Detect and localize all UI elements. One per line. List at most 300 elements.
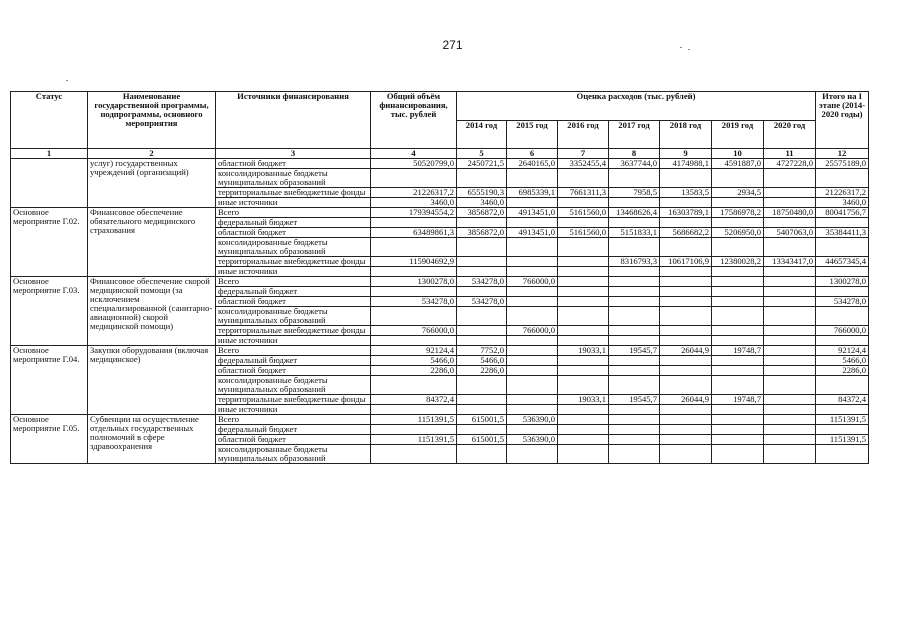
value-cell: 1300278,0 xyxy=(371,277,457,287)
value-cell xyxy=(764,445,816,464)
value-cell xyxy=(558,198,609,208)
value-cell: 50520799,0 xyxy=(371,159,457,169)
header-status: Статус xyxy=(11,92,88,149)
source-cell: областной бюджет xyxy=(216,366,371,376)
value-cell xyxy=(712,445,764,464)
value-cell xyxy=(764,238,816,257)
value-cell xyxy=(609,307,660,326)
value-cell xyxy=(558,336,609,346)
value-cell xyxy=(712,238,764,257)
value-cell xyxy=(507,366,558,376)
value-cell: 19033,1 xyxy=(558,346,609,356)
value-cell: 5151833,1 xyxy=(609,228,660,238)
value-cell: 16303789,1 xyxy=(660,208,712,218)
source-cell: консолидированные бюджеты муниципальных образований xyxy=(216,445,371,464)
value-cell: 6555190,3 xyxy=(457,188,507,198)
value-cell xyxy=(764,366,816,376)
source-cell: областной бюджет xyxy=(216,228,371,238)
source-cell: консолидированные бюджеты муниципальных образований xyxy=(216,307,371,326)
value-cell xyxy=(660,445,712,464)
table-body xyxy=(11,159,869,464)
value-cell: 5466,0 xyxy=(371,356,457,366)
value-cell: 13343417,0 xyxy=(764,257,816,267)
value-cell xyxy=(660,356,712,366)
value-cell xyxy=(558,287,609,297)
value-cell xyxy=(764,287,816,297)
value-cell: 10617106,9 xyxy=(660,257,712,267)
value-cell: 3856872,0 xyxy=(457,208,507,218)
value-cell xyxy=(507,405,558,415)
value-cell: 2286,0 xyxy=(457,366,507,376)
value-cell xyxy=(609,326,660,336)
value-cell: 13583,5 xyxy=(660,188,712,198)
value-cell: 4727228,0 xyxy=(764,159,816,169)
source-cell: территориальные внебюджетные фонды xyxy=(216,257,371,267)
table-row xyxy=(11,277,869,287)
value-cell xyxy=(558,277,609,287)
value-cell xyxy=(457,445,507,464)
name-cell: Закупки оборудования (включая медицинское) xyxy=(88,346,216,415)
value-cell xyxy=(816,405,869,415)
value-cell: 92124,4 xyxy=(816,346,869,356)
value-cell xyxy=(712,405,764,415)
value-cell: 44657345,4 xyxy=(816,257,869,267)
value-cell xyxy=(609,198,660,208)
value-cell: 26044,9 xyxy=(660,346,712,356)
status-cell: Основное мероприятие Г.02. xyxy=(11,208,88,277)
value-cell xyxy=(712,169,764,188)
value-cell xyxy=(712,297,764,307)
value-cell xyxy=(371,307,457,326)
value-cell xyxy=(507,356,558,366)
value-cell: 5161560,0 xyxy=(558,208,609,218)
value-cell xyxy=(507,346,558,356)
source-cell: консолидированные бюджеты муниципальных образований xyxy=(216,169,371,188)
value-cell: 2286,0 xyxy=(816,366,869,376)
value-cell xyxy=(764,376,816,395)
value-cell xyxy=(764,336,816,346)
value-cell: 766000,0 xyxy=(507,326,558,336)
value-cell: 13468626,4 xyxy=(609,208,660,218)
value-cell xyxy=(764,356,816,366)
value-cell xyxy=(816,169,869,188)
status-cell: Основное мероприятие Г.03. xyxy=(11,277,88,346)
value-cell xyxy=(764,188,816,198)
value-cell xyxy=(764,346,816,356)
value-cell xyxy=(660,336,712,346)
value-cell: 5686682,2 xyxy=(660,228,712,238)
header-estimate: Оценка расходов (тыс. рублей) xyxy=(457,92,816,121)
value-cell: 84372,4 xyxy=(816,395,869,405)
value-cell xyxy=(609,415,660,425)
value-cell xyxy=(507,267,558,277)
header-year: 2014 год xyxy=(457,120,507,149)
source-cell: областной бюджет xyxy=(216,159,371,169)
column-number: 6 xyxy=(507,149,558,159)
value-cell xyxy=(371,238,457,257)
value-cell: 12380028,2 xyxy=(712,257,764,267)
value-cell xyxy=(764,297,816,307)
value-cell: 80041756,7 xyxy=(816,208,869,218)
page-number: 271 xyxy=(442,38,463,52)
value-cell: 534278,0 xyxy=(371,297,457,307)
header-itogo: Итого на I этапе (2014-2020 годы) xyxy=(816,92,869,149)
value-cell: 1151391,5 xyxy=(371,415,457,425)
value-cell xyxy=(507,376,558,395)
value-cell: 3856872,0 xyxy=(457,228,507,238)
value-cell xyxy=(660,435,712,445)
value-cell: 6985339,1 xyxy=(507,188,558,198)
value-cell: 536390,0 xyxy=(507,415,558,425)
value-cell xyxy=(457,307,507,326)
value-cell xyxy=(764,405,816,415)
column-number: 2 xyxy=(88,149,216,159)
column-number: 1 xyxy=(11,149,88,159)
value-cell xyxy=(712,415,764,425)
value-cell xyxy=(558,238,609,257)
value-cell xyxy=(660,307,712,326)
value-cell: 1151391,5 xyxy=(816,435,869,445)
source-cell: областной бюджет xyxy=(216,435,371,445)
value-cell: 1151391,5 xyxy=(816,415,869,425)
value-cell xyxy=(609,218,660,228)
value-cell: 8316793,3 xyxy=(609,257,660,267)
value-cell xyxy=(371,405,457,415)
column-number: 10 xyxy=(712,149,764,159)
value-cell xyxy=(507,297,558,307)
value-cell xyxy=(660,277,712,287)
value-cell xyxy=(558,405,609,415)
value-cell xyxy=(609,267,660,277)
value-cell: 4591887,0 xyxy=(712,159,764,169)
value-cell xyxy=(507,287,558,297)
value-cell xyxy=(764,307,816,326)
value-cell xyxy=(660,425,712,435)
name-cell: Финансовое обеспечение обязательного медицинского страхования xyxy=(88,208,216,277)
source-cell: иные источники xyxy=(216,405,371,415)
value-cell xyxy=(558,425,609,435)
column-number: 4 xyxy=(371,149,457,159)
value-cell xyxy=(457,257,507,267)
value-cell xyxy=(660,287,712,297)
source-cell: областной бюджет xyxy=(216,297,371,307)
value-cell xyxy=(764,415,816,425)
value-cell xyxy=(457,336,507,346)
column-number: 8 xyxy=(609,149,660,159)
value-cell xyxy=(816,238,869,257)
value-cell: 5206950,0 xyxy=(712,228,764,238)
value-cell: 7958,5 xyxy=(609,188,660,198)
source-cell: федеральный бюджет xyxy=(216,356,371,366)
value-cell: 19545,7 xyxy=(609,395,660,405)
source-cell: территориальные внебюджетные фонды xyxy=(216,326,371,336)
value-cell: 1151391,5 xyxy=(371,435,457,445)
value-cell xyxy=(660,405,712,415)
value-cell xyxy=(457,405,507,415)
value-cell xyxy=(507,169,558,188)
value-cell xyxy=(507,445,558,464)
value-cell xyxy=(371,336,457,346)
value-cell xyxy=(558,366,609,376)
value-cell: 534278,0 xyxy=(457,277,507,287)
value-cell xyxy=(660,238,712,257)
source-cell: Всего xyxy=(216,277,371,287)
value-cell: 19545,7 xyxy=(609,346,660,356)
column-number: 7 xyxy=(558,149,609,159)
value-cell xyxy=(764,326,816,336)
value-cell: 766000,0 xyxy=(816,326,869,336)
value-cell xyxy=(660,218,712,228)
source-cell: федеральный бюджет xyxy=(216,218,371,228)
value-cell: 26044,9 xyxy=(660,395,712,405)
value-cell: 7661311,3 xyxy=(558,188,609,198)
value-cell: 3352455,4 xyxy=(558,159,609,169)
value-cell xyxy=(816,307,869,326)
value-cell xyxy=(712,356,764,366)
value-cell xyxy=(712,218,764,228)
header-year: 2015 год xyxy=(507,120,558,149)
value-cell xyxy=(558,326,609,336)
source-cell: иные источники xyxy=(216,336,371,346)
value-cell: 766000,0 xyxy=(371,326,457,336)
value-cell xyxy=(558,376,609,395)
value-cell xyxy=(371,376,457,395)
value-cell xyxy=(457,218,507,228)
value-cell: 615001,5 xyxy=(457,415,507,425)
value-cell xyxy=(609,435,660,445)
value-cell xyxy=(558,415,609,425)
value-cell: 3637744,0 xyxy=(609,159,660,169)
value-cell xyxy=(764,267,816,277)
name-cell: Финансовое обеспечение скорой медицинской помощи (за исключением специализированной (санитарно-авиационной) скорой медицинской помощи) xyxy=(88,277,216,346)
value-cell xyxy=(712,198,764,208)
value-cell xyxy=(816,267,869,277)
name-cell: Субвенции на осуществление отдельных государственных полномочий в сфере здравоохранения xyxy=(88,415,216,464)
value-cell xyxy=(816,425,869,435)
value-cell: 115904692,9 xyxy=(371,257,457,267)
header-year: 2017 год xyxy=(609,120,660,149)
table-row xyxy=(11,159,869,169)
value-cell: 766000,0 xyxy=(507,277,558,287)
column-number-row xyxy=(11,149,869,159)
value-cell xyxy=(558,267,609,277)
value-cell xyxy=(371,169,457,188)
value-cell: 5407063,0 xyxy=(764,228,816,238)
table-row xyxy=(11,415,869,425)
status-cell: Основное мероприятие Г.05. xyxy=(11,415,88,464)
value-cell xyxy=(558,257,609,267)
column-number: 11 xyxy=(764,149,816,159)
value-cell: 534278,0 xyxy=(816,297,869,307)
scan-speck xyxy=(680,47,682,48)
value-cell xyxy=(507,238,558,257)
value-cell xyxy=(507,395,558,405)
value-cell: 4913451,0 xyxy=(507,228,558,238)
header-year: 2019 год xyxy=(712,120,764,149)
value-cell xyxy=(764,425,816,435)
value-cell xyxy=(609,425,660,435)
name-cell: услуг) государственных учреждений (организаций) xyxy=(88,159,216,208)
column-number: 5 xyxy=(457,149,507,159)
value-cell xyxy=(660,326,712,336)
value-cell xyxy=(764,395,816,405)
value-cell: 21226317,2 xyxy=(371,188,457,198)
value-cell xyxy=(660,376,712,395)
value-cell xyxy=(660,198,712,208)
header-year: 2016 год xyxy=(558,120,609,149)
value-cell xyxy=(558,356,609,366)
value-cell: 18750480,0 xyxy=(764,208,816,218)
header-year: 2020 год xyxy=(764,120,816,149)
header-name: Наименование государственной программы, подпрограммы, основного мероприятия xyxy=(88,92,216,149)
value-cell xyxy=(457,169,507,188)
value-cell xyxy=(558,435,609,445)
value-cell: 5466,0 xyxy=(457,356,507,366)
value-cell xyxy=(507,307,558,326)
value-cell xyxy=(609,277,660,287)
value-cell xyxy=(816,287,869,297)
value-cell: 3460,0 xyxy=(457,198,507,208)
value-cell: 5161560,0 xyxy=(558,228,609,238)
value-cell xyxy=(507,198,558,208)
value-cell xyxy=(609,336,660,346)
value-cell: 84372,4 xyxy=(371,395,457,405)
source-cell: территориальные внебюджетные фонды xyxy=(216,188,371,198)
value-cell: 25575189,0 xyxy=(816,159,869,169)
value-cell xyxy=(507,425,558,435)
value-cell: 2286,0 xyxy=(371,366,457,376)
value-cell xyxy=(507,257,558,267)
value-cell xyxy=(371,267,457,277)
value-cell xyxy=(371,445,457,464)
value-cell xyxy=(660,267,712,277)
source-cell: территориальные внебюджетные фонды xyxy=(216,395,371,405)
value-cell: 3460,0 xyxy=(816,198,869,208)
value-cell: 19748,7 xyxy=(712,346,764,356)
status-cell: Основное мероприятие Г.04. xyxy=(11,346,88,415)
value-cell xyxy=(371,425,457,435)
value-cell xyxy=(558,169,609,188)
value-cell xyxy=(660,169,712,188)
value-cell: 4174988,1 xyxy=(660,159,712,169)
value-cell: 2450721,5 xyxy=(457,159,507,169)
value-cell: 7752,0 xyxy=(457,346,507,356)
value-cell: 179394554,2 xyxy=(371,208,457,218)
value-cell xyxy=(712,287,764,297)
value-cell: 92124,4 xyxy=(371,346,457,356)
budget-table xyxy=(10,91,869,464)
scan-speck xyxy=(688,49,690,50)
value-cell xyxy=(457,326,507,336)
value-cell xyxy=(609,238,660,257)
value-cell xyxy=(712,435,764,445)
value-cell: 4913451,0 xyxy=(507,208,558,218)
value-cell xyxy=(507,218,558,228)
value-cell xyxy=(712,425,764,435)
value-cell xyxy=(558,297,609,307)
value-cell: 19033,1 xyxy=(558,395,609,405)
table-row xyxy=(11,346,869,356)
value-cell: 35384411,3 xyxy=(816,228,869,238)
value-cell xyxy=(507,336,558,346)
value-cell xyxy=(712,277,764,287)
value-cell: 615001,5 xyxy=(457,435,507,445)
status-cell xyxy=(11,159,88,208)
value-cell xyxy=(764,277,816,287)
source-cell: консолидированные бюджеты муниципальных образований xyxy=(216,238,371,257)
value-cell xyxy=(712,376,764,395)
column-number: 12 xyxy=(816,149,869,159)
source-cell: Всего xyxy=(216,208,371,218)
value-cell xyxy=(457,238,507,257)
value-cell xyxy=(457,267,507,277)
value-cell xyxy=(712,336,764,346)
header-source: Источники финансирования xyxy=(216,92,371,149)
value-cell xyxy=(764,198,816,208)
value-cell: 5466,0 xyxy=(816,356,869,366)
column-number: 3 xyxy=(216,149,371,159)
value-cell xyxy=(609,169,660,188)
value-cell xyxy=(712,366,764,376)
value-cell xyxy=(816,376,869,395)
value-cell xyxy=(558,218,609,228)
value-cell xyxy=(660,415,712,425)
source-cell: Всего xyxy=(216,346,371,356)
source-cell: Всего xyxy=(216,415,371,425)
source-cell: иные источники xyxy=(216,267,371,277)
value-cell xyxy=(712,307,764,326)
value-cell xyxy=(816,445,869,464)
value-cell: 1300278,0 xyxy=(816,277,869,287)
value-cell xyxy=(371,287,457,297)
value-cell xyxy=(609,287,660,297)
header-year: 2018 год xyxy=(660,120,712,149)
header-total: Общий объём финансирования, тыс. рублей xyxy=(371,92,457,149)
value-cell xyxy=(764,169,816,188)
value-cell xyxy=(764,435,816,445)
value-cell xyxy=(609,297,660,307)
source-cell: иные источники xyxy=(216,198,371,208)
value-cell xyxy=(609,366,660,376)
value-cell xyxy=(816,336,869,346)
source-cell: федеральный бюджет xyxy=(216,287,371,297)
value-cell: 19748,7 xyxy=(712,395,764,405)
value-cell xyxy=(712,267,764,277)
value-cell: 536390,0 xyxy=(507,435,558,445)
value-cell xyxy=(371,218,457,228)
value-cell xyxy=(609,356,660,366)
header-row-1 xyxy=(11,92,869,121)
value-cell: 2934,5 xyxy=(712,188,764,198)
value-cell: 21226317,2 xyxy=(816,188,869,198)
value-cell xyxy=(558,307,609,326)
column-number: 9 xyxy=(660,149,712,159)
value-cell: 3460,0 xyxy=(371,198,457,208)
value-cell xyxy=(457,425,507,435)
value-cell xyxy=(609,376,660,395)
source-cell: федеральный бюджет xyxy=(216,425,371,435)
value-cell xyxy=(764,218,816,228)
value-cell xyxy=(457,395,507,405)
value-cell xyxy=(660,366,712,376)
value-cell xyxy=(457,376,507,395)
value-cell xyxy=(558,445,609,464)
value-cell xyxy=(816,218,869,228)
value-cell: 63489861,3 xyxy=(371,228,457,238)
value-cell: 17586978,2 xyxy=(712,208,764,218)
value-cell xyxy=(609,405,660,415)
scan-speck xyxy=(66,80,68,81)
